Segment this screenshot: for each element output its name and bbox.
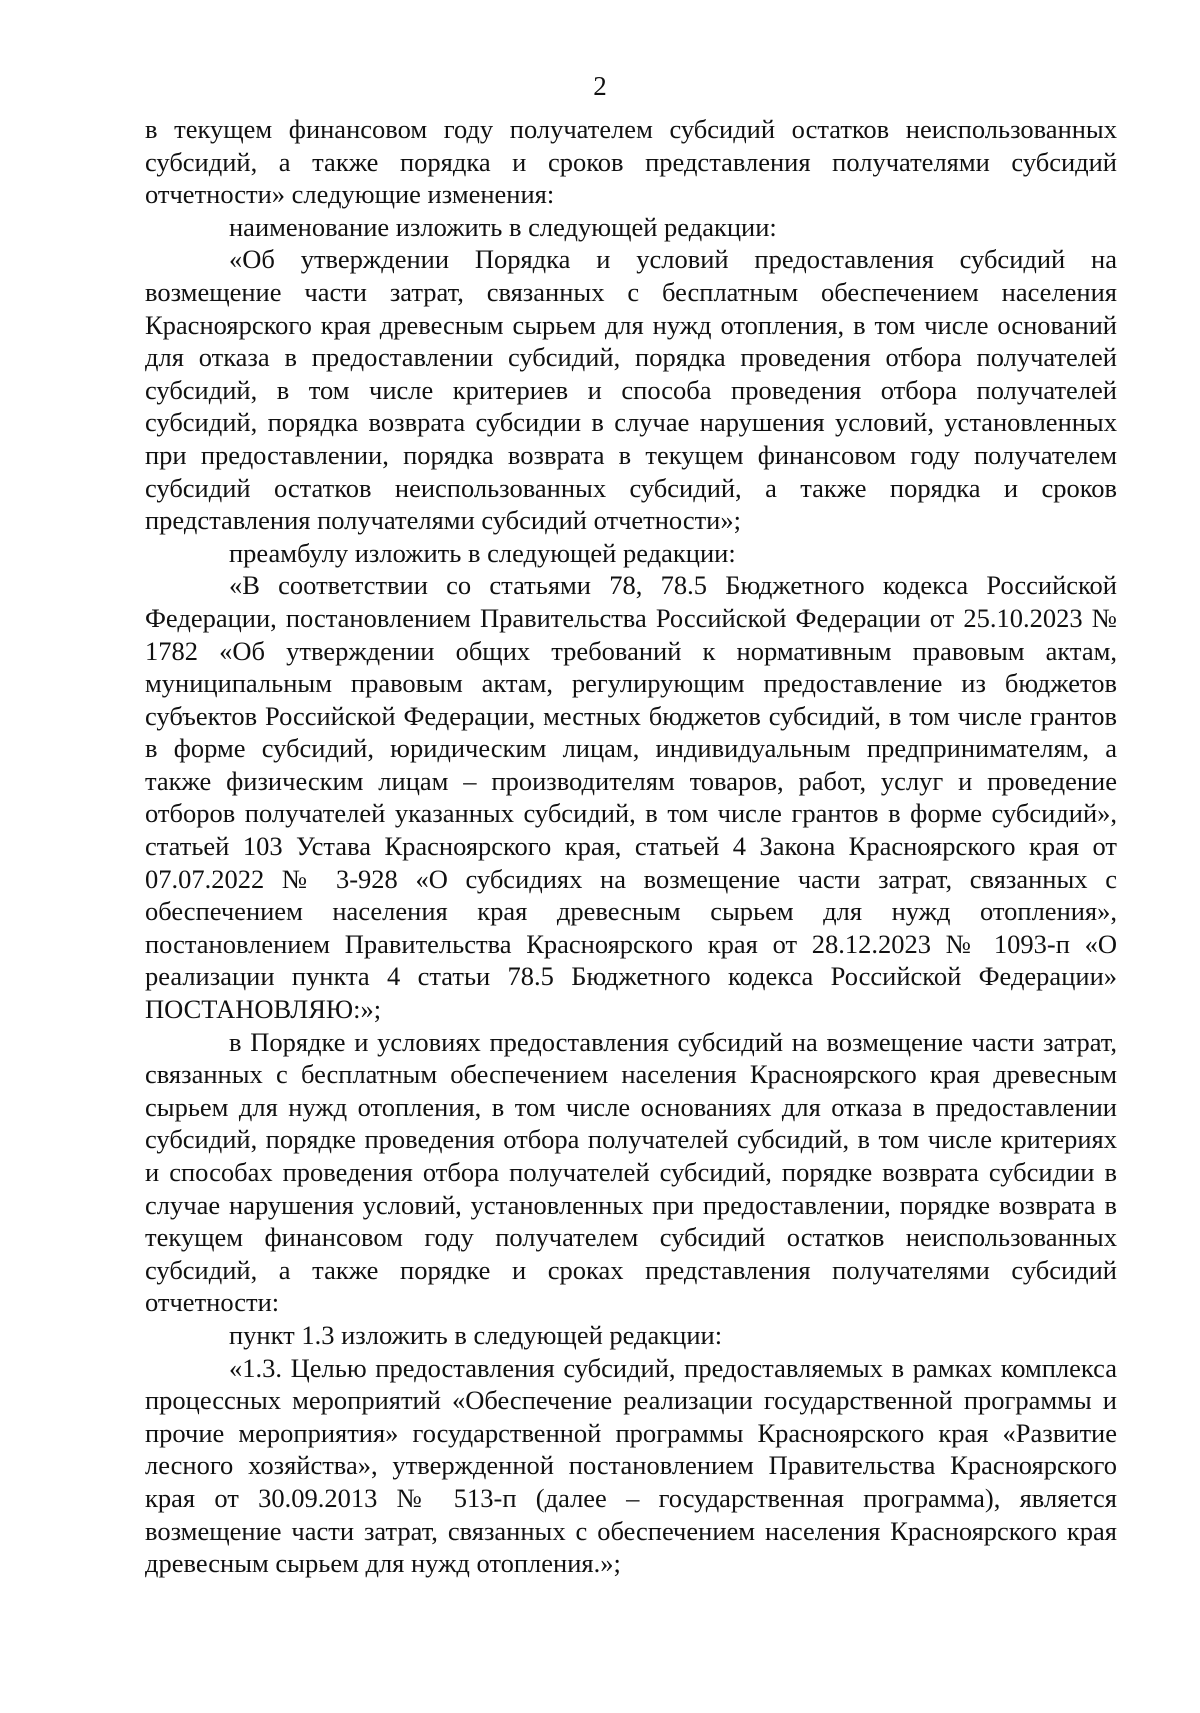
paragraph-preamble-instruction: преамбулу изложить в следующей редакции: xyxy=(229,537,736,568)
paragraph-new-title: «Об утверждении Порядка и условий предоставления субсидий на возмещение части затрат, связанных с бесплатным обеспечением населения Красноярского края древесным сырьем для нужд отопления, в том числе оснований для отказа в предоставлении субсидий, порядка проведения отбора получателей субсидий, в том числе критериев и способа проведения отбора получателей субсидий, порядка возврата субсидии в случае нарушения условий, установленных при предоставлении, порядка возврата в текущем финансовом году получателем субсидий остатков неиспользованных субсидий, а также порядка и сроков представления получателями субсидий отчетности»; xyxy=(145,244,1117,536)
paragraph-clause-1-3: «1.3. Целью предоставления субсидий, предоставляемых в рамках комплекса процессных мероприятий «Обеспечение реализации государственной программы и прочие мероприятия» государственной программы Красноярского края «Развитие лесного хозяйства», утвержденной постановлением Правительства Красноярского края от 30.09.2013 № 513-п (далее – государственная программа), является возмещение части затрат, связанных с обеспечением населения Красноярского края древесным сырьем для нужд отопления.»; xyxy=(145,1352,1117,1579)
paragraph-title-instruction: наименование изложить в следующей редакции: xyxy=(229,211,777,242)
paragraph-intro: в текущем финансовом году получателем субсидий остатков неиспользованных субсидий, а также порядка и сроков представления получателями субсидий отчетности» следующие изменения: xyxy=(145,114,1117,210)
paragraph-procedure-amendments: в Порядке и условиях предоставления субсидий на возмещение части затрат, связанных с бесплатным обеспечением населения Красноярского края древесным сырьем для нужд отопления, в том числе основаниях для отказа в предоставлении субсидий, порядке проведения отбора получателей субсидий, в том числе критериях и способах проведения отбора получателей субсидий, порядке возврата субсидии в случае нарушения условий, установленных при предоставлении, порядке возврата в текущем финансовом году получателем субсидий остатков неиспользованных субсидий, а также порядке и сроках представления получателями субсидий отчетности: xyxy=(145,1026,1117,1318)
paragraph-new-preamble: «В соответствии со статьями 78, 78.5 Бюджетного кодекса Российской Федерации, постановлением Правительства Российской Федерации от 25.10.2023 № 1782 «Об утверждении общих требований к нормативным правовым актам, муниципальным правовым актам, регулирующим предоставление из бюджетов субъектов Российской Федерации, местных бюджетов субсидий, в том числе грантов в форме субсидий, юридическим лицам, индивидуальным предпринимателям, а также физическим лицам – производителям товаров, работ, услуг и проведение отборов получателей указанных субсидий, в том числе грантов в форме субсидий», статьей 103 Устава Красноярского края, статьей 4 Закона Красноярского края от 07.07.2022 № 3-928 «О субсидиях на возмещение части затрат, связанных с обеспечением населения края древесным сырьем для нужд отопления», постановлением Правительства Красноярского края от 28.12.2023 № 1093-п «О реализации пункта 4 статьи 78.5 Бюджетного кодекса Российской Федерации» ПОСТАНОВЛЯЮ:»; xyxy=(145,570,1117,1025)
paragraph-clause-instruction: пункт 1.3 изложить в следующей редакции: xyxy=(229,1319,723,1350)
page-number: 2 xyxy=(593,71,607,101)
document-body xyxy=(145,113,1117,1580)
